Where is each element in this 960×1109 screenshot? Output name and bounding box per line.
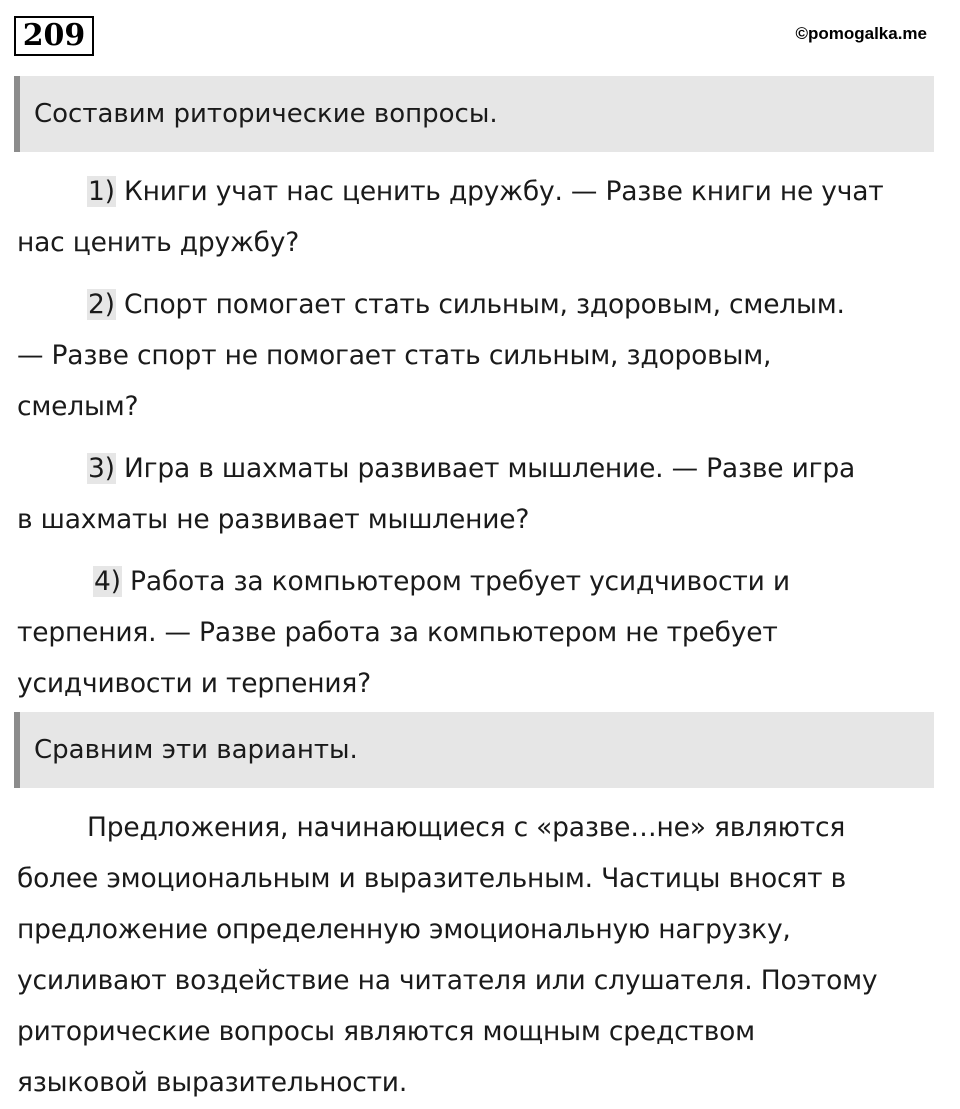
- list-item-line: терпения. — Разве работа за компьютером не требует: [17, 617, 778, 648]
- task-number-badge: 209: [14, 16, 94, 56]
- list-item-line: в шахматы не развивает мышление?: [17, 504, 530, 535]
- list-item-line: [17, 279, 945, 330]
- item-number: 2): [88, 289, 115, 320]
- section-header-compare: Сравним эти варианты.: [14, 712, 934, 788]
- list-item: [17, 279, 945, 432]
- conclusion-line: усиливают воздействие на читателя или слушателя. Поэтому: [17, 965, 878, 996]
- item-text: Работа за компьютером требует усидчивости и: [130, 566, 790, 597]
- watermark: ©pomogalka.me: [795, 24, 927, 43]
- item-text: Спорт помогает стать сильным, здоровым, смелым.: [124, 289, 845, 320]
- conclusion-line: Предложения, начинающиеся с «разве…не» являются: [87, 812, 846, 843]
- list-item: [17, 443, 945, 545]
- list-item-line: — Разве спорт не помогает стать сильным, здоровым,: [17, 340, 772, 371]
- list-item-line: нас ценить дружбу?: [17, 227, 300, 258]
- list-item-line: [17, 443, 945, 494]
- list-item-line: усидчивости и терпения?: [17, 668, 371, 699]
- item-number: 1): [88, 176, 115, 207]
- item-number: 3): [88, 453, 115, 484]
- conclusion-line: риторические вопросы являются мощным средством: [17, 1016, 755, 1047]
- list-item: [17, 166, 945, 268]
- conclusion-line: предложение определенную эмоциональную нагрузку,: [17, 914, 791, 945]
- list-item-line: [17, 166, 945, 217]
- item-number: 4): [94, 566, 121, 597]
- section-header-rhetorical-questions: Составим риторические вопросы.: [14, 76, 934, 152]
- conclusion-paragraph: [17, 802, 945, 1108]
- conclusion-line: языковой выразительности.: [17, 1067, 408, 1098]
- list-item: [17, 556, 945, 709]
- item-text: Книги учат нас ценить дружбу. — Разве книги не учат: [124, 176, 884, 207]
- conclusion-line: более эмоциональным и выразительным. Частицы вносят в: [17, 863, 847, 894]
- item-text: Игра в шахматы развивает мышление. — Разве игра: [124, 453, 856, 484]
- list-item-line: [17, 556, 945, 607]
- list-item-line: смелым?: [17, 391, 139, 422]
